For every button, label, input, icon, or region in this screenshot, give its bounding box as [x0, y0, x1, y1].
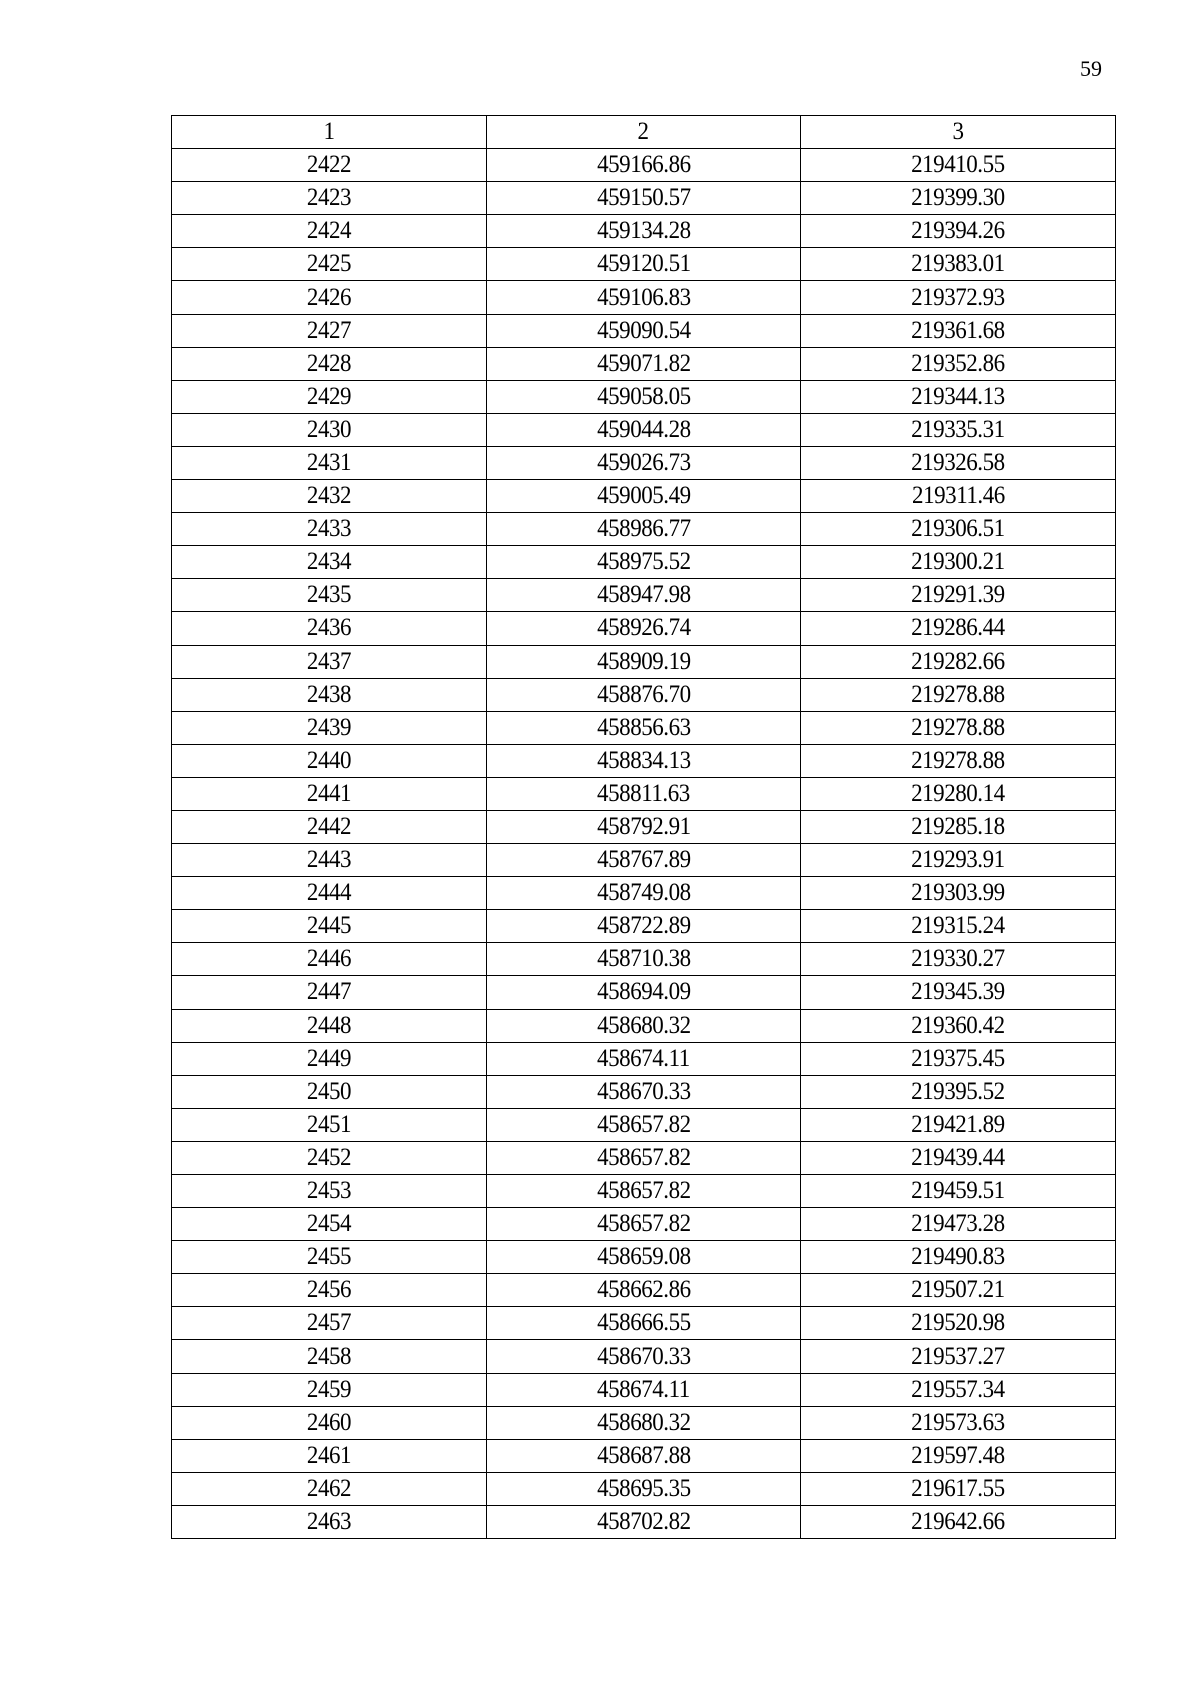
table-cell: 219395.52	[801, 1075, 1116, 1108]
table-cell: 2447	[172, 976, 487, 1009]
table-cell: 2449	[172, 1042, 487, 1075]
table-cell: 2444	[172, 877, 487, 910]
table-cell: 219394.26	[801, 215, 1116, 248]
table-cell: 458749.08	[486, 877, 801, 910]
table-cell: 2437	[172, 645, 487, 678]
table-cell: 219383.01	[801, 248, 1116, 281]
table-cell: 458670.33	[486, 1075, 801, 1108]
table-cell: 2434	[172, 546, 487, 579]
table-cell: 458680.32	[486, 1009, 801, 1042]
table-cell: 459106.83	[486, 281, 801, 314]
table-cell: 2433	[172, 513, 487, 546]
table-cell: 459071.82	[486, 347, 801, 380]
table-cell: 219399.30	[801, 182, 1116, 215]
table-cell: 219344.13	[801, 380, 1116, 413]
table-cell: 219311.46	[801, 480, 1116, 513]
table-row	[172, 513, 1116, 546]
table-row	[172, 1042, 1116, 1075]
table-cell: 2441	[172, 777, 487, 810]
table-cell: 2458	[172, 1340, 487, 1373]
table-row	[172, 579, 1116, 612]
table-cell: 2455	[172, 1241, 487, 1274]
table-cell: 459120.51	[486, 248, 801, 281]
table-row	[172, 612, 1116, 645]
table-cell: 458909.19	[486, 645, 801, 678]
table-cell: 2450	[172, 1075, 487, 1108]
table-row	[172, 777, 1116, 810]
table-cell: 458657.82	[486, 1208, 801, 1241]
table-cell: 2436	[172, 612, 487, 645]
table-row	[172, 215, 1116, 248]
table-cell: 219278.88	[801, 678, 1116, 711]
table-cell: 219315.24	[801, 910, 1116, 943]
table-cell: 458694.09	[486, 976, 801, 1009]
header-cell: 1	[172, 116, 487, 149]
table-row	[172, 877, 1116, 910]
table-row	[172, 645, 1116, 678]
table-cell: 459134.28	[486, 215, 801, 248]
table-row	[172, 314, 1116, 347]
table-cell: 219375.45	[801, 1042, 1116, 1075]
table-cell: 219293.91	[801, 844, 1116, 877]
table-cell: 219278.88	[801, 744, 1116, 777]
table-row	[172, 1208, 1116, 1241]
table-cell: 458657.82	[486, 1175, 801, 1208]
table-cell: 458947.98	[486, 579, 801, 612]
table-cell: 458657.82	[486, 1141, 801, 1174]
table-cell: 219330.27	[801, 943, 1116, 976]
table-cell: 2422	[172, 149, 487, 182]
table-cell: 219286.44	[801, 612, 1116, 645]
table-row	[172, 182, 1116, 215]
table-cell: 219573.63	[801, 1406, 1116, 1439]
table-row	[172, 413, 1116, 446]
table-cell: 219410.55	[801, 149, 1116, 182]
table-cell: 459090.54	[486, 314, 801, 347]
table-cell: 219303.99	[801, 877, 1116, 910]
table-cell: 219459.51	[801, 1175, 1116, 1208]
table-cell: 458926.74	[486, 612, 801, 645]
table-cell: 219520.98	[801, 1307, 1116, 1340]
table-row	[172, 1406, 1116, 1439]
table-cell: 458680.32	[486, 1406, 801, 1439]
table-row	[172, 1472, 1116, 1505]
table-cell: 2427	[172, 314, 487, 347]
table-row	[172, 910, 1116, 943]
table-row	[172, 1009, 1116, 1042]
table-cell: 2439	[172, 711, 487, 744]
table-cell: 458975.52	[486, 546, 801, 579]
table-cell: 219280.14	[801, 777, 1116, 810]
table-cell: 2440	[172, 744, 487, 777]
table-row	[172, 380, 1116, 413]
table-row	[172, 347, 1116, 380]
table-cell: 219372.93	[801, 281, 1116, 314]
table-row	[172, 1141, 1116, 1174]
table-cell: 2435	[172, 579, 487, 612]
table-row	[172, 446, 1116, 479]
table-cell: 458710.38	[486, 943, 801, 976]
table-cell: 219326.58	[801, 446, 1116, 479]
table-row	[172, 1505, 1116, 1538]
table-cell: 458856.63	[486, 711, 801, 744]
table-cell: 2461	[172, 1439, 487, 1472]
table-cell: 219306.51	[801, 513, 1116, 546]
table-cell: 2445	[172, 910, 487, 943]
table-cell: 459150.57	[486, 182, 801, 215]
table-cell: 219282.66	[801, 645, 1116, 678]
table-cell: 219345.39	[801, 976, 1116, 1009]
table-cell: 219473.28	[801, 1208, 1116, 1241]
table-cell: 2451	[172, 1108, 487, 1141]
table-cell: 2428	[172, 347, 487, 380]
table-cell: 2462	[172, 1472, 487, 1505]
table-cell: 2457	[172, 1307, 487, 1340]
table-cell: 2446	[172, 943, 487, 976]
table-cell: 459058.05	[486, 380, 801, 413]
table-row	[172, 1075, 1116, 1108]
table-cell: 2423	[172, 182, 487, 215]
table-row	[172, 711, 1116, 744]
table-cell: 458687.88	[486, 1439, 801, 1472]
table-row	[172, 480, 1116, 513]
table-cell: 2463	[172, 1505, 487, 1538]
table-cell: 458670.33	[486, 1340, 801, 1373]
table-cell: 219439.44	[801, 1141, 1116, 1174]
table-cell: 458695.35	[486, 1472, 801, 1505]
table-row	[172, 744, 1116, 777]
table-row	[172, 281, 1116, 314]
table-cell: 219300.21	[801, 546, 1116, 579]
table-cell: 219421.89	[801, 1108, 1116, 1141]
table-cell: 2459	[172, 1373, 487, 1406]
table-row	[172, 1274, 1116, 1307]
table-cell: 458702.82	[486, 1505, 801, 1538]
table-cell: 2424	[172, 215, 487, 248]
table-cell: 219335.31	[801, 413, 1116, 446]
table-cell: 2454	[172, 1208, 487, 1241]
header-cell: 3	[801, 116, 1116, 149]
table-cell: 459005.49	[486, 480, 801, 513]
table-cell: 459166.86	[486, 149, 801, 182]
table-row	[172, 1108, 1116, 1141]
coordinates-table	[171, 115, 1116, 1539]
table-cell: 458657.82	[486, 1108, 801, 1141]
table-cell: 219285.18	[801, 810, 1116, 843]
table-row	[172, 1241, 1116, 1274]
table-row	[172, 1340, 1116, 1373]
table-cell: 458674.11	[486, 1373, 801, 1406]
table-row	[172, 546, 1116, 579]
table-cell: 459044.28	[486, 413, 801, 446]
table-cell: 219291.39	[801, 579, 1116, 612]
table-cell: 2448	[172, 1009, 487, 1042]
table-cell: 2438	[172, 678, 487, 711]
table-row	[172, 1439, 1116, 1472]
table-cell: 458674.11	[486, 1042, 801, 1075]
table-cell: 2443	[172, 844, 487, 877]
table-cell: 2452	[172, 1141, 487, 1174]
table-cell: 2429	[172, 380, 487, 413]
table-cell: 2425	[172, 248, 487, 281]
table-row	[172, 1307, 1116, 1340]
table-cell: 2430	[172, 413, 487, 446]
table-cell: 219490.83	[801, 1241, 1116, 1274]
table-cell: 219597.48	[801, 1439, 1116, 1472]
table-row	[172, 844, 1116, 877]
table-cell: 459026.73	[486, 446, 801, 479]
table-cell: 219278.88	[801, 711, 1116, 744]
table-cell: 2453	[172, 1175, 487, 1208]
header-cell: 2	[486, 116, 801, 149]
table-cell: 219360.42	[801, 1009, 1116, 1042]
table-cell: 458876.70	[486, 678, 801, 711]
page-number: 59	[1080, 56, 1102, 81]
table-cell: 458767.89	[486, 844, 801, 877]
table-cell: 219617.55	[801, 1472, 1116, 1505]
table-cell: 458986.77	[486, 513, 801, 546]
table-cell: 2456	[172, 1274, 487, 1307]
table-cell: 458834.13	[486, 744, 801, 777]
table-cell: 458811.63	[486, 777, 801, 810]
table-row	[172, 1175, 1116, 1208]
table-cell: 458666.55	[486, 1307, 801, 1340]
table-cell: 219507.21	[801, 1274, 1116, 1307]
table-cell: 2460	[172, 1406, 487, 1439]
table-cell: 458722.89	[486, 910, 801, 943]
table-cell: 219642.66	[801, 1505, 1116, 1538]
table-header-row	[172, 116, 1116, 149]
table-cell: 219352.86	[801, 347, 1116, 380]
table-row	[172, 943, 1116, 976]
table-row	[172, 810, 1116, 843]
table-cell: 458792.91	[486, 810, 801, 843]
table-cell: 2431	[172, 446, 487, 479]
table-cell: 2442	[172, 810, 487, 843]
table-row	[172, 976, 1116, 1009]
table-cell: 219557.34	[801, 1373, 1116, 1406]
table-row	[172, 678, 1116, 711]
table-row	[172, 248, 1116, 281]
table-cell: 458662.86	[486, 1274, 801, 1307]
table-cell: 219361.68	[801, 314, 1116, 347]
table-row	[172, 1373, 1116, 1406]
table-cell: 219537.27	[801, 1340, 1116, 1373]
table-row	[172, 149, 1116, 182]
table-cell: 2432	[172, 480, 487, 513]
table-cell: 458659.08	[486, 1241, 801, 1274]
table-cell: 2426	[172, 281, 487, 314]
